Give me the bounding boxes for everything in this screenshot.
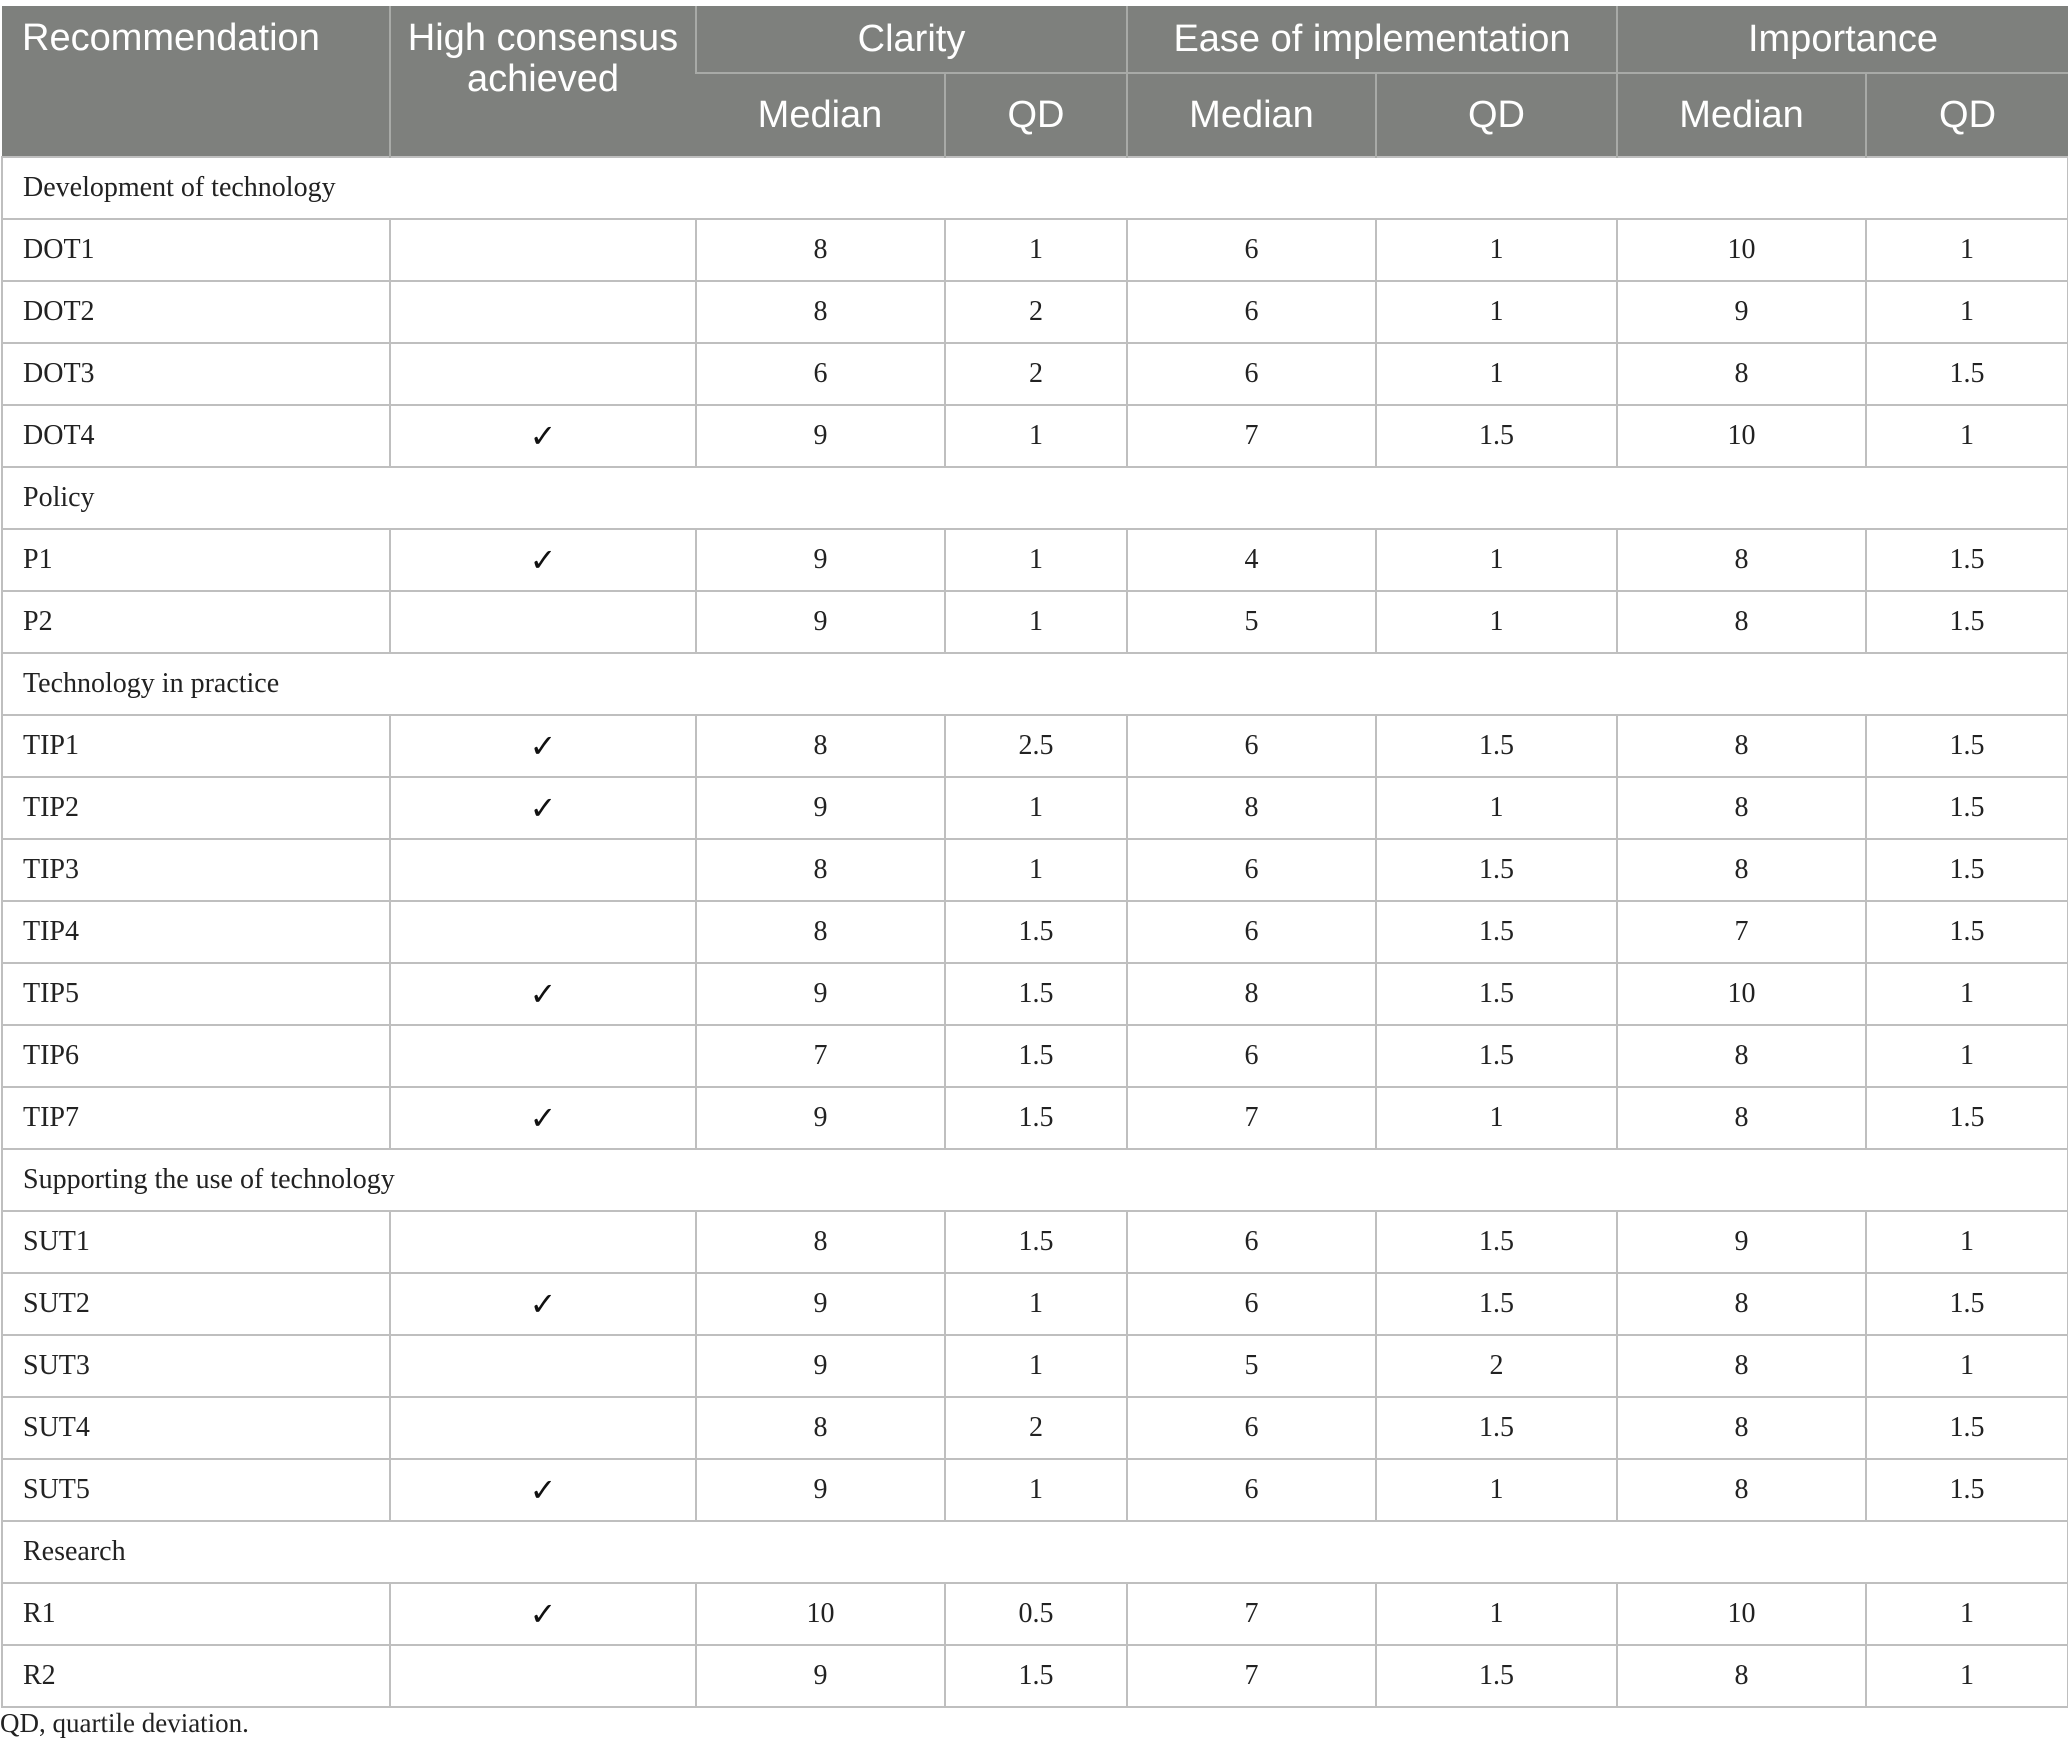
table-row [2, 1459, 2068, 1521]
header-group-ease: Ease of implementation [1127, 6, 1617, 73]
section-row [2, 467, 2068, 529]
recommendation-id: P1 [2, 529, 390, 591]
clarity-qd-cell: 2 [945, 343, 1127, 405]
consensus-cell [390, 529, 696, 591]
recommendation-id: SUT1 [2, 1211, 390, 1273]
importance-median-cell: 8 [1617, 777, 1866, 839]
importance-qd-cell: 1 [1866, 1645, 2068, 1707]
clarity-qd-cell: 2 [945, 281, 1127, 343]
ease-qd-cell: 1.5 [1376, 1645, 1617, 1707]
clarity-qd-cell: 2.5 [945, 715, 1127, 777]
importance-median-cell: 8 [1617, 529, 1866, 591]
consensus-cell [390, 405, 696, 467]
section-label: Technology in practice [2, 653, 2068, 715]
importance-qd-cell: 1 [1866, 963, 2068, 1025]
importance-qd-cell: 1.5 [1866, 343, 2068, 405]
recommendation-id: TIP4 [2, 901, 390, 963]
section-row [2, 1149, 2068, 1211]
checkmark-icon: ✓ [529, 789, 557, 827]
table-row [2, 1583, 2068, 1645]
importance-qd-cell: 1 [1866, 1211, 2068, 1273]
ease-median-cell: 7 [1127, 1645, 1376, 1707]
ease-median-cell: 5 [1127, 591, 1376, 653]
table-row [2, 529, 2068, 591]
consensus-cell [390, 343, 696, 405]
clarity-qd-cell: 1 [945, 1335, 1127, 1397]
section-label: Research [2, 1521, 2068, 1583]
clarity-median-cell: 8 [696, 901, 945, 963]
consensus-cell [390, 1335, 696, 1397]
header-recommendation: Recommendation [2, 6, 390, 157]
ease-median-cell: 6 [1127, 281, 1376, 343]
recommendation-id: DOT4 [2, 405, 390, 467]
clarity-median-cell: 9 [696, 591, 945, 653]
clarity-qd-cell: 1 [945, 529, 1127, 591]
clarity-median-cell: 6 [696, 343, 945, 405]
ease-median-cell: 6 [1127, 715, 1376, 777]
results-table [1, 6, 2068, 1708]
header-ease-qd: QD [1376, 73, 1617, 157]
importance-qd-cell: 1 [1866, 1335, 2068, 1397]
table-row [2, 1025, 2068, 1087]
consensus-cell [390, 1397, 696, 1459]
recommendation-id: SUT3 [2, 1335, 390, 1397]
header-importance-median: Median [1617, 73, 1866, 157]
recommendation-id: TIP3 [2, 839, 390, 901]
recommendation-id: TIP1 [2, 715, 390, 777]
clarity-qd-cell: 1.5 [945, 1211, 1127, 1273]
clarity-median-cell: 8 [696, 281, 945, 343]
importance-median-cell: 8 [1617, 1397, 1866, 1459]
ease-qd-cell: 1 [1376, 591, 1617, 653]
section-row [2, 1521, 2068, 1583]
clarity-qd-cell: 1 [945, 777, 1127, 839]
ease-median-cell: 5 [1127, 1335, 1376, 1397]
importance-qd-cell: 1 [1866, 281, 2068, 343]
importance-median-cell: 8 [1617, 839, 1866, 901]
checkmark-icon: ✓ [529, 1471, 557, 1509]
ease-qd-cell: 1.5 [1376, 901, 1617, 963]
header-clarity-median: Median [696, 73, 945, 157]
ease-median-cell: 8 [1127, 777, 1376, 839]
importance-qd-cell: 1.5 [1866, 777, 2068, 839]
checkmark-icon: ✓ [529, 541, 557, 579]
clarity-qd-cell: 1 [945, 591, 1127, 653]
consensus-cell [390, 777, 696, 839]
clarity-qd-cell: 2 [945, 1397, 1127, 1459]
recommendation-id: TIP7 [2, 1087, 390, 1149]
consensus-cell [390, 591, 696, 653]
table-row [2, 901, 2068, 963]
importance-median-cell: 8 [1617, 1459, 1866, 1521]
consensus-cell [390, 963, 696, 1025]
clarity-qd-cell: 1.5 [945, 1087, 1127, 1149]
clarity-qd-cell: 0.5 [945, 1583, 1127, 1645]
clarity-median-cell: 9 [696, 1335, 945, 1397]
section-label: Supporting the use of technology [2, 1149, 2068, 1211]
ease-median-cell: 6 [1127, 1397, 1376, 1459]
clarity-median-cell: 9 [696, 777, 945, 839]
importance-median-cell: 8 [1617, 1335, 1866, 1397]
recommendation-id: R2 [2, 1645, 390, 1707]
ease-median-cell: 7 [1127, 1583, 1376, 1645]
importance-qd-cell: 1.5 [1866, 1397, 2068, 1459]
clarity-median-cell: 9 [696, 1087, 945, 1149]
consensus-cell [390, 1025, 696, 1087]
checkmark-icon: ✓ [529, 1595, 557, 1633]
ease-qd-cell: 1 [1376, 219, 1617, 281]
table-row [2, 591, 2068, 653]
recommendation-id: TIP5 [2, 963, 390, 1025]
table-row [2, 1397, 2068, 1459]
ease-qd-cell: 1 [1376, 281, 1617, 343]
clarity-median-cell: 8 [696, 1397, 945, 1459]
results-table-container [1, 6, 2067, 1708]
clarity-median-cell: 8 [696, 1211, 945, 1273]
ease-qd-cell: 1.5 [1376, 1273, 1617, 1335]
importance-qd-cell: 1.5 [1866, 839, 2068, 901]
clarity-median-cell: 10 [696, 1583, 945, 1645]
recommendation-id: DOT3 [2, 343, 390, 405]
importance-qd-cell: 1.5 [1866, 1273, 2068, 1335]
importance-median-cell: 10 [1617, 1583, 1866, 1645]
table-header [2, 6, 2068, 157]
clarity-qd-cell: 1 [945, 1273, 1127, 1335]
table-row [2, 839, 2068, 901]
clarity-median-cell: 9 [696, 529, 945, 591]
ease-qd-cell: 1 [1376, 529, 1617, 591]
clarity-median-cell: 9 [696, 405, 945, 467]
importance-qd-cell: 1.5 [1866, 1087, 2068, 1149]
clarity-qd-cell: 1.5 [945, 901, 1127, 963]
importance-median-cell: 9 [1617, 281, 1866, 343]
section-row [2, 653, 2068, 715]
consensus-cell [390, 839, 696, 901]
checkmark-icon: ✓ [529, 1285, 557, 1323]
ease-median-cell: 6 [1127, 1459, 1376, 1521]
table-row [2, 1211, 2068, 1273]
recommendation-id: TIP6 [2, 1025, 390, 1087]
ease-median-cell: 6 [1127, 901, 1376, 963]
table-row [2, 1087, 2068, 1149]
consensus-cell [390, 1583, 696, 1645]
checkmark-icon: ✓ [529, 975, 557, 1013]
importance-median-cell: 8 [1617, 343, 1866, 405]
importance-qd-cell: 1.5 [1866, 901, 2068, 963]
ease-median-cell: 7 [1127, 1087, 1376, 1149]
importance-median-cell: 10 [1617, 963, 1866, 1025]
clarity-qd-cell: 1 [945, 839, 1127, 901]
header-clarity-qd: QD [945, 73, 1127, 157]
consensus-cell [390, 1211, 696, 1273]
consensus-cell [390, 901, 696, 963]
importance-median-cell: 8 [1617, 1087, 1866, 1149]
importance-qd-cell: 1 [1866, 219, 2068, 281]
importance-median-cell: 8 [1617, 1273, 1866, 1335]
clarity-median-cell: 9 [696, 963, 945, 1025]
ease-qd-cell: 1 [1376, 1087, 1617, 1149]
section-label: Development of technology [2, 157, 2068, 219]
consensus-cell [390, 715, 696, 777]
ease-median-cell: 6 [1127, 219, 1376, 281]
ease-median-cell: 6 [1127, 1273, 1376, 1335]
ease-median-cell: 6 [1127, 343, 1376, 405]
clarity-median-cell: 8 [696, 839, 945, 901]
table-row [2, 281, 2068, 343]
table-row [2, 777, 2068, 839]
clarity-median-cell: 8 [696, 715, 945, 777]
header-ease-median: Median [1127, 73, 1376, 157]
recommendation-id: SUT4 [2, 1397, 390, 1459]
importance-qd-cell: 1 [1866, 1583, 2068, 1645]
ease-median-cell: 4 [1127, 529, 1376, 591]
importance-qd-cell: 1.5 [1866, 529, 2068, 591]
recommendation-id: DOT1 [2, 219, 390, 281]
clarity-median-cell: 9 [696, 1459, 945, 1521]
ease-qd-cell: 1.5 [1376, 1025, 1617, 1087]
checkmark-icon: ✓ [529, 1099, 557, 1137]
header-group-clarity: Clarity [696, 6, 1127, 73]
consensus-cell [390, 1459, 696, 1521]
clarity-median-cell: 9 [696, 1273, 945, 1335]
table-row [2, 1335, 2068, 1397]
table-row [2, 219, 2068, 281]
importance-median-cell: 8 [1617, 1645, 1866, 1707]
ease-qd-cell: 1.5 [1376, 405, 1617, 467]
header-high-consensus: High consensus achieved [390, 6, 696, 157]
header-group-importance: Importance [1617, 6, 2068, 73]
clarity-qd-cell: 1 [945, 1459, 1127, 1521]
importance-median-cell: 9 [1617, 1211, 1866, 1273]
recommendation-id: R1 [2, 1583, 390, 1645]
ease-qd-cell: 1.5 [1376, 715, 1617, 777]
importance-qd-cell: 1.5 [1866, 715, 2068, 777]
ease-median-cell: 6 [1127, 1025, 1376, 1087]
table-footnote: QD, quartile deviation. [0, 1708, 249, 1738]
clarity-qd-cell: 1.5 [945, 963, 1127, 1025]
table-row [2, 343, 2068, 405]
clarity-qd-cell: 1.5 [945, 1645, 1127, 1707]
ease-qd-cell: 1.5 [1376, 839, 1617, 901]
importance-qd-cell: 1 [1866, 1025, 2068, 1087]
clarity-qd-cell: 1 [945, 219, 1127, 281]
consensus-cell [390, 1087, 696, 1149]
ease-qd-cell: 1 [1376, 343, 1617, 405]
importance-median-cell: 8 [1617, 715, 1866, 777]
ease-median-cell: 7 [1127, 405, 1376, 467]
clarity-median-cell: 9 [696, 1645, 945, 1707]
ease-qd-cell: 1 [1376, 1583, 1617, 1645]
section-label: Policy [2, 467, 2068, 529]
section-row [2, 157, 2068, 219]
recommendation-id: SUT5 [2, 1459, 390, 1521]
ease-qd-cell: 1.5 [1376, 963, 1617, 1025]
importance-median-cell: 7 [1617, 901, 1866, 963]
table-body [2, 157, 2068, 1707]
importance-qd-cell: 1.5 [1866, 591, 2068, 653]
recommendation-id: TIP2 [2, 777, 390, 839]
ease-qd-cell: 1 [1376, 777, 1617, 839]
clarity-median-cell: 7 [696, 1025, 945, 1087]
table-row [2, 1645, 2068, 1707]
ease-median-cell: 8 [1127, 963, 1376, 1025]
recommendation-id: DOT2 [2, 281, 390, 343]
recommendation-id: P2 [2, 591, 390, 653]
importance-qd-cell: 1 [1866, 405, 2068, 467]
table-row [2, 963, 2068, 1025]
importance-median-cell: 8 [1617, 591, 1866, 653]
consensus-cell [390, 1645, 696, 1707]
ease-qd-cell: 2 [1376, 1335, 1617, 1397]
ease-median-cell: 6 [1127, 839, 1376, 901]
checkmark-icon: ✓ [529, 417, 557, 455]
clarity-qd-cell: 1 [945, 405, 1127, 467]
table-row [2, 1273, 2068, 1335]
importance-median-cell: 10 [1617, 405, 1866, 467]
clarity-median-cell: 8 [696, 219, 945, 281]
importance-median-cell: 8 [1617, 1025, 1866, 1087]
ease-qd-cell: 1.5 [1376, 1211, 1617, 1273]
recommendation-id: SUT2 [2, 1273, 390, 1335]
checkmark-icon: ✓ [529, 727, 557, 765]
clarity-qd-cell: 1.5 [945, 1025, 1127, 1087]
ease-median-cell: 6 [1127, 1211, 1376, 1273]
table-row [2, 405, 2068, 467]
consensus-cell [390, 1273, 696, 1335]
ease-qd-cell: 1 [1376, 1459, 1617, 1521]
header-importance-qd: QD [1866, 73, 2068, 157]
importance-qd-cell: 1.5 [1866, 1459, 2068, 1521]
table-row [2, 715, 2068, 777]
importance-median-cell: 10 [1617, 219, 1866, 281]
ease-qd-cell: 1.5 [1376, 1397, 1617, 1459]
consensus-cell [390, 219, 696, 281]
consensus-cell [390, 281, 696, 343]
